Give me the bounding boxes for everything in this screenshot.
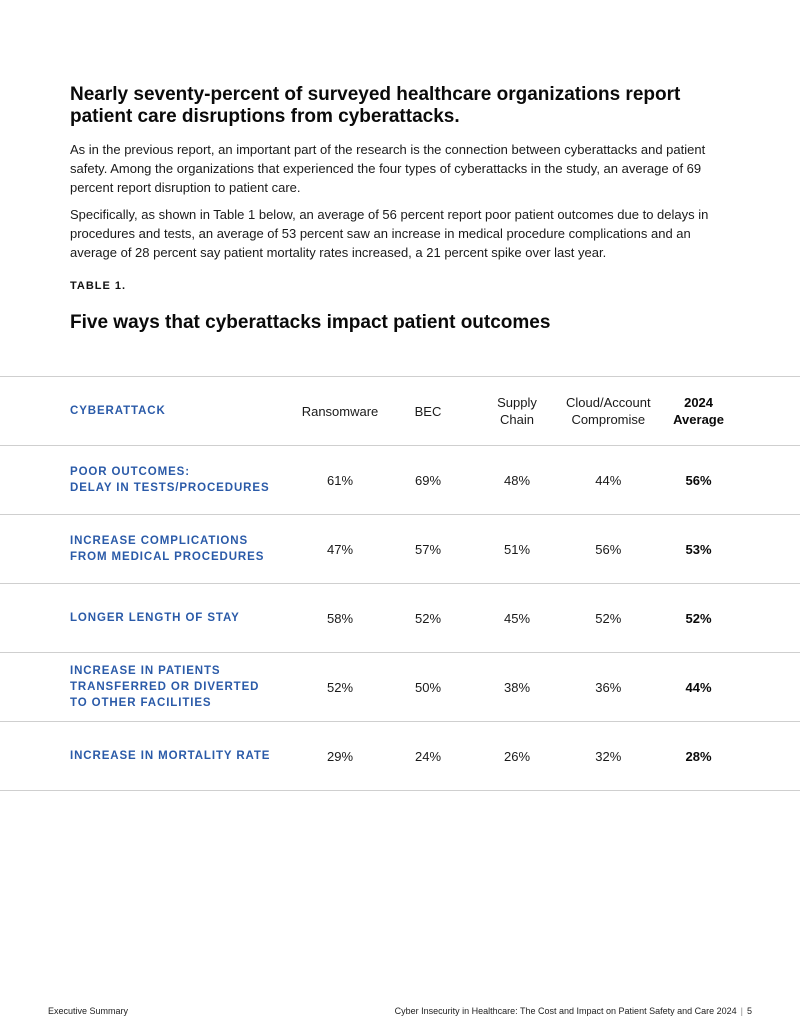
footer-report-title — [395, 1006, 752, 1016]
cell-supply-chain: 45% — [503, 610, 531, 626]
row-label-line: INCREASE IN PATIENTS — [70, 665, 221, 677]
cell-bec: 52% — [414, 610, 442, 626]
header-ransomware: Ransomware — [301, 403, 379, 419]
body-paragraph-1: As in the previous report, an important part of the research is the connection between cyberattacks and patient safety. Among the organizations that experienced the four types of cyberattacks in the study, an average of 69 percent report disruption to patient care. — [70, 142, 706, 195]
cell-supply-chain: 38% — [503, 679, 531, 695]
cell-spacer — [747, 653, 800, 722]
cell-ransomware: 52% — [326, 679, 354, 695]
cell-average: 52% — [685, 610, 712, 626]
header-cloud-line1: Cloud/Account — [566, 395, 651, 410]
cell-cloud-account: 44% — [595, 472, 622, 488]
cell-cloud-account: 56% — [595, 541, 622, 557]
cell-average: 56% — [685, 472, 712, 488]
header-cyberattack: CYBERATTACK — [70, 405, 166, 417]
cell-bec: 24% — [414, 748, 442, 764]
header-cloud-account — [566, 377, 651, 446]
cell-spacer — [747, 722, 800, 791]
row-label — [0, 446, 292, 515]
report-body — [70, 84, 730, 270]
header-supply-line1: Supply — [497, 395, 537, 410]
row-label-line: POOR OUTCOMES: — [70, 466, 190, 478]
cell-cloud-account: 32% — [595, 748, 622, 764]
cell-ransomware: 29% — [326, 748, 354, 764]
cell-spacer — [747, 446, 800, 515]
footer-separator: | — [740, 1006, 743, 1016]
cell-ransomware: 58% — [326, 610, 354, 626]
row-label — [0, 722, 292, 791]
cell-spacer — [747, 584, 800, 653]
row-label-line: TO OTHER FACILITIES — [70, 697, 212, 709]
table-header-row — [0, 377, 800, 446]
table-row — [0, 446, 800, 515]
table-row — [0, 653, 800, 722]
cell-supply-chain: 48% — [503, 472, 531, 488]
table-title: Five ways that cyberattacks impact patient outcomes — [70, 312, 551, 333]
header-2024-average — [651, 377, 747, 446]
cell-ransomware: 61% — [326, 472, 354, 488]
header-cloud-line2: Compromise — [571, 412, 646, 427]
row-label-line: INCREASE IN MORTALITY RATE — [70, 750, 271, 762]
cell-average: 28% — [685, 748, 712, 764]
table-label: TABLE 1. — [70, 280, 127, 292]
cell-supply-chain: 51% — [503, 541, 531, 557]
table-row — [0, 515, 800, 584]
header-bec: BEC — [414, 403, 442, 419]
header-avg-line2: Average — [673, 412, 724, 427]
row-label — [0, 653, 292, 722]
cell-ransomware: 47% — [326, 541, 354, 557]
header-spacer — [747, 377, 800, 446]
cell-supply-chain: 26% — [503, 748, 531, 764]
table-row — [0, 722, 800, 791]
footer-section-name: Executive Summary — [48, 1006, 129, 1016]
row-label-line: LONGER LENGTH OF STAY — [70, 612, 240, 624]
cell-average: 44% — [685, 679, 712, 695]
body-paragraph-2: Specifically, as shown in Table 1 below, an average of 56 percent report poor patient outcomes due to delays in procedures and tests, an average of 53 percent saw an increase in medical procedure complications and an average of 28 percent say patient mortality rates increased, a 21 percent spike over last year. — [70, 207, 709, 260]
row-label — [0, 584, 292, 653]
header-supply-line2: Chain — [500, 412, 534, 427]
cell-bec: 50% — [414, 679, 442, 695]
cell-bec: 69% — [414, 472, 442, 488]
section-headline: Nearly seventy-percent of surveyed healthcare organizations report patient care disruptions from cyberattacks. — [70, 84, 681, 127]
footer-title-text: Cyber Insecurity in Healthcare: The Cost and Impact on Patient Safety and Care 2024 — [394, 1006, 737, 1016]
cell-spacer — [747, 515, 800, 584]
row-label-line: TRANSFERRED OR DIVERTED — [70, 681, 260, 693]
cell-cloud-account: 52% — [595, 610, 622, 626]
page-number: 5 — [746, 1006, 752, 1016]
row-label-line: FROM MEDICAL PROCEDURES — [70, 551, 265, 563]
header-supply-chain — [468, 377, 566, 446]
header-avg-line1: 2024 — [684, 395, 714, 410]
cell-bec: 57% — [414, 541, 442, 557]
row-label-line: INCREASE COMPLICATIONS — [70, 535, 249, 547]
table-row — [0, 584, 800, 653]
row-label — [0, 515, 292, 584]
impact-table — [0, 376, 800, 791]
cell-average: 53% — [685, 541, 712, 557]
row-label-line: DELAY IN TESTS/PROCEDURES — [70, 482, 270, 494]
cell-cloud-account: 36% — [595, 679, 622, 695]
